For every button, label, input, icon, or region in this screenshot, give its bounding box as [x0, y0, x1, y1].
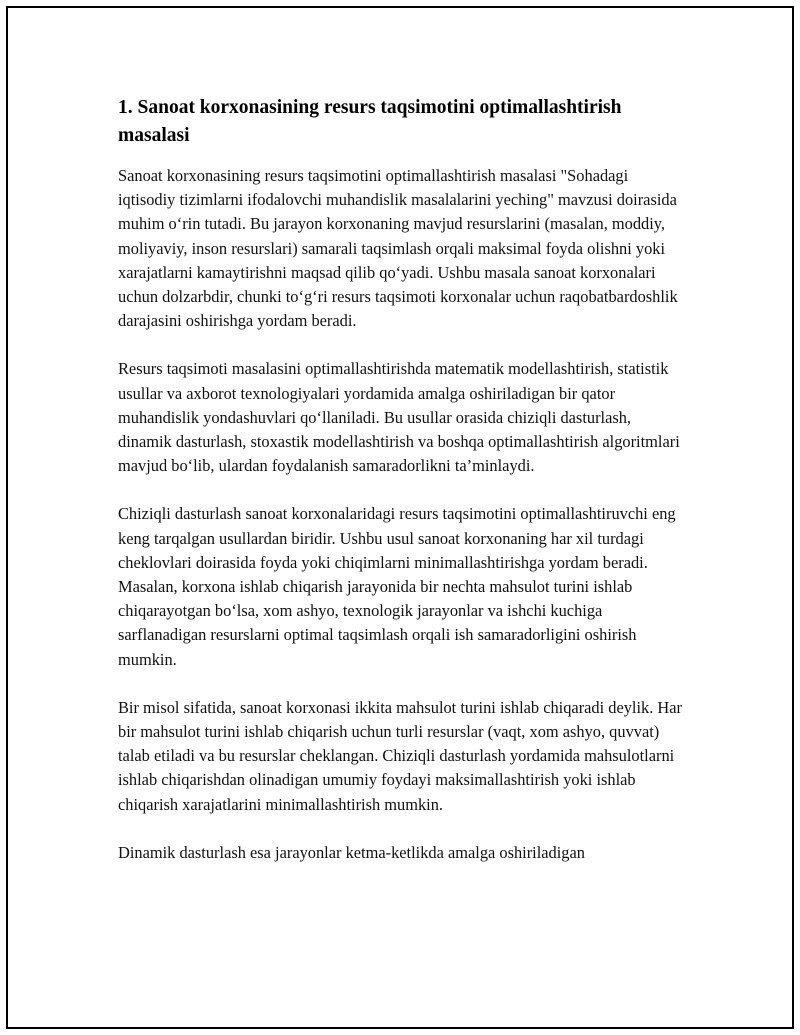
section-heading: 1. Sanoat korxonasining resurs taqsimotini optimallashtirish masalasi — [118, 97, 622, 146]
paragraph-5: Dinamik dasturlash esa jarayonlar ketma-ketlikda amalga oshiriladigan — [118, 842, 585, 862]
document-body — [118, 94, 688, 889]
paragraph-1: Sanoat korxonasining resurs taqsimotini optimallashtirish masalasi "Sohadagi iqtisodiy tizimlarni ifodalovchi muhandislik masalalarini yeching" mavzusi doirasida muhim o‘rin tutadi. Bu jarayon korxonaning mavjud resurslarini (masalan, moddiy, moliyaviy, inson resurslari) samarali taqsimlash orqali maksimal foyda olishni yoki xarajatlarni kamaytirishni maqsad qilib qo‘yadi. Ushbu masala sanoat korxonalari uchun dolzarbdir, chunki to‘g‘ri resurs taqsimoti korxonalar uchun raqobatbardoshlik darajasini oshirishga yordam beradi. — [118, 166, 678, 331]
paragraph-2: Resurs taqsimoti masalasini optimallashtirishda matematik modellashtirish, statistik usullar va axborot texnologiyalari yordamida amalga oshiriladigan bir qator muhandislik yondashuvlari qo‘llaniladi. Bu usullar orasida chiziqli dasturlash, dinamik dasturlash, stoxastik modellashtirish va boshqa optimallashtirish algoritmlari mavjud bo‘lib, ulardan foydalanish samaradorlikni ta’minlaydi. — [118, 359, 680, 476]
paragraph-3: Chiziqli dasturlash sanoat korxonalaridagi resurs taqsimotini optimallashtiruvchi eng keng tarqalgan usullardan biridir. Ushbu usul sanoat korxonaning har xil turdagi cheklovlari doirasida foyda yoki chiqimlarni minimallashtirishga yordam beradi. Masalan, korxona ishlab chiqarish jarayonida bir nechta mahsulot turini ishlab chiqarayotgan bo‘lsa, xom ashyo, texnologik jarayonlar va ishchi kuchiga sarflanadigan resurslarni optimal taqsimlash orqali ish samaradorligini oshirish mumkin. — [118, 504, 676, 669]
paragraph-4: Bir misol sifatida, sanoat korxonasi ikkita mahsulot turini ishlab chiqaradi deylik. Har bir mahsulot turini ishlab chiqarish uchun turli resurslar (vaqt, xom ashyo, quvvat) talab etiladi va bu resurslar cheklangan. Chiziqli dasturlash yordamida mahsulotlarni ishlab chiqarishdan olinadigan umumiy foydayi maksimallashtirish yoki ishlab chiqarish xarajatlarini minimallashtirish mumkin. — [118, 697, 683, 814]
